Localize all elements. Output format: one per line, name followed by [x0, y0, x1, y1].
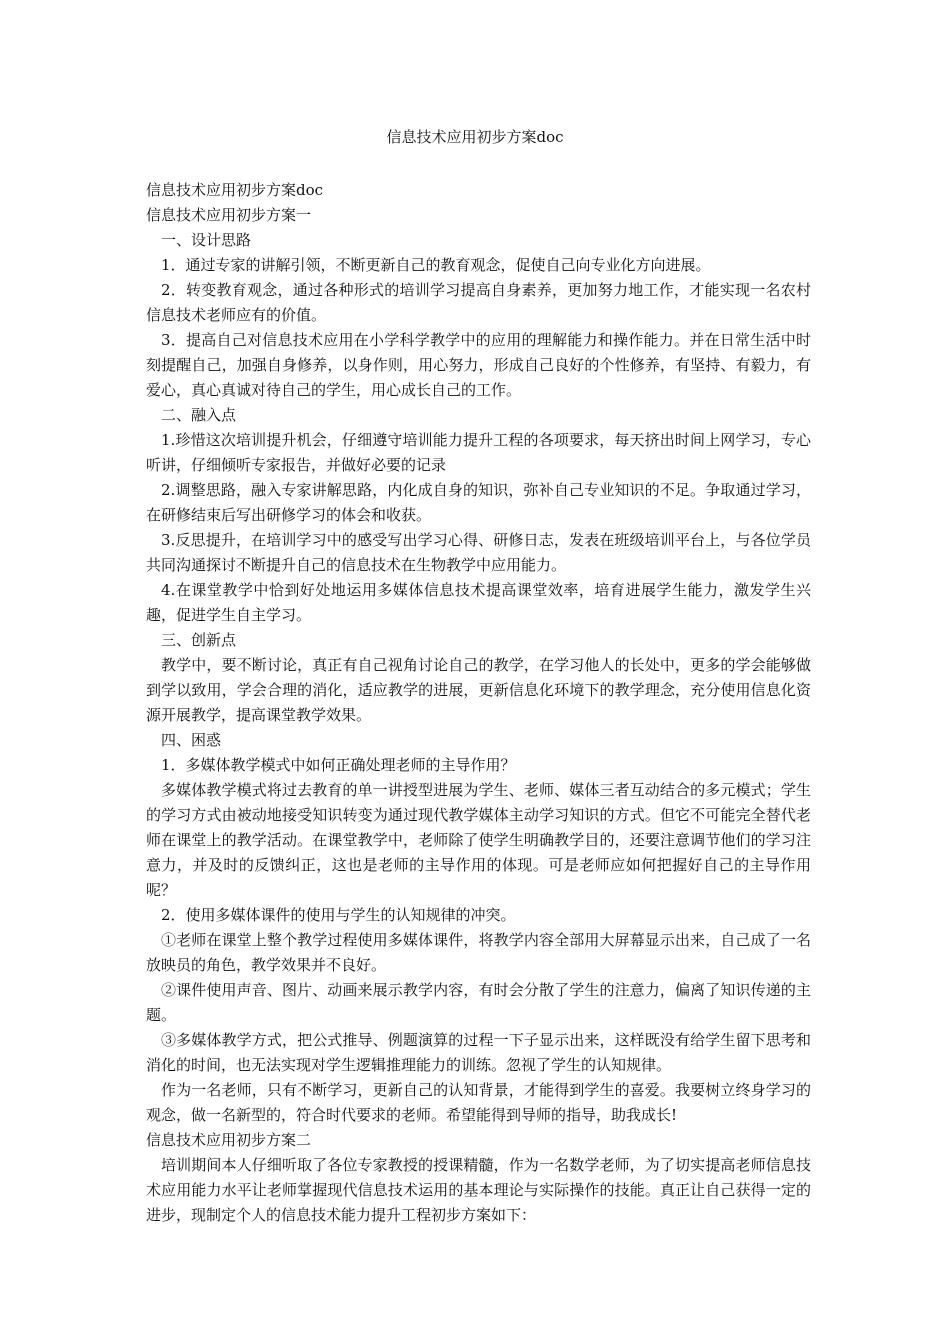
- paragraph: 信息技术应用初步方案doc: [146, 181, 324, 199]
- paragraph: 1.珍惜这次培训提升机会，仔细遵守培训能力提升工程的各项要求，每天挤出时间上网学习，专心听讲，仔细倾听专家报告，并做好必要的记录: [146, 431, 811, 474]
- paragraph: ②课件使用声音、图片、动画来展示教学内容，有时会分散了学生的注意力，偏离了知识传递的主题。: [146, 981, 811, 1024]
- paragraph: 信息技术应用初步方案一: [146, 206, 312, 224]
- paragraph: 2．转变教育观念，通过各种形式的培训学习提高自身素养，更加努力地工作，才能实现一名农村信息技术老师应有的价值。: [146, 281, 811, 324]
- document-body: [146, 178, 811, 1228]
- paragraph: 四、困惑: [161, 731, 222, 749]
- paragraph: ③多媒体教学方式，把公式推导、例题演算的过程一下子显示出来，这样既没有给学生留下思考和消化的时间，也无法实现对学生逻辑推理能力的训练。忽视了学生的认知规律。: [146, 1031, 811, 1074]
- paragraph: 二、融入点: [161, 406, 237, 424]
- paragraph: 作为一名老师，只有不断学习，更新自己的认知背景，才能得到学生的喜爱。我要树立终身学习的观念，做一名新型的，符合时代要求的老师。希望能得到导师的指导，助我成长!: [146, 1081, 811, 1124]
- paragraph: 2.调整思路，融入专家讲解思路，内化成自身的知识，弥补自己专业知识的不足。争取通过学习，在研修结束后写出研修学习的体会和收获。: [146, 481, 811, 524]
- paragraph: 2．使用多媒体课件的使用与学生的认知规律的冲突。: [161, 906, 516, 924]
- paragraph: ①老师在课堂上整个教学过程使用多媒体课件，将教学内容全部用大屏幕显示出来，自己成了一名放映员的角色，教学效果并不良好。: [146, 931, 811, 974]
- paragraph: 教学中，要不断讨论，真正有自己视角讨论自己的教学，在学习他人的长处中，更多的学会能够做到学以致用，学会合理的消化，适应教学的进展，更新信息化环境下的教学理念，充分使用信息化资源开展教学，提高课堂教学效果。: [146, 656, 811, 724]
- paragraph: 信息技术应用初步方案二: [146, 1131, 312, 1149]
- paragraph: 1．多媒体教学模式中如何正确处理老师的主导作用？: [161, 756, 516, 774]
- paragraph: 1．通过专家的讲解引领，不断更新自己的教育观念，促使自己向专业化方向进展。: [161, 256, 711, 274]
- paragraph: 三、创新点: [161, 631, 237, 649]
- paragraph: 4.在课堂教学中恰到好处地运用多媒体信息技术提高课堂效率，培育进展学生能力，激发学生兴趣，促进学生自主学习。: [146, 581, 811, 624]
- paragraph: 3．提高自己对信息技术应用在小学科学教学中的应用的理解能力和操作能力。并在日常生活中时刻提醒自己，加强自身修养，以身作则，用心努力，形成自己良好的个性修养，有坚持、有毅力，有爱心，真心真诚对待自己的学生，用心成长自己的工作。: [146, 331, 811, 399]
- document-title: 信息技术应用初步方案doc: [386, 128, 564, 146]
- paragraph: 多媒体教学模式将过去教育的单一讲授型进展为学生、老师、媒体三者互动结合的多元模式；学生的学习方式由被动地接受知识转变为通过现代教学媒体主动学习知识的方式。但它不可能完全替代老师在课堂上的教学活动。在课堂教学中，老师除了使学生明确教学目的，还要注意调节他们的学习注意力，并及时的反馈纠正，这也是老师的主导作用的体现。可是老师应如何把握好自己的主导作用呢？: [146, 781, 811, 899]
- paragraph: 培训期间本人仔细听取了各位专家教授的授课精髓，作为一名数学老师，为了切实提高老师信息技术应用能力水平让老师掌握现代信息技术运用的基本理论与实际操作的技能。真正让自己获得一定的进步，现制定个人的信息技术能力提升工程初步方案如下：: [146, 1156, 811, 1224]
- paragraph: 3.反思提升，在培训学习中的感受写出学习心得、研修日志，发表在班级培训平台上，与各位学员共同沟通探讨不断提升自己的信息技术在生物教学中应用能力。: [146, 531, 811, 574]
- paragraph: 一、设计思路: [161, 231, 252, 249]
